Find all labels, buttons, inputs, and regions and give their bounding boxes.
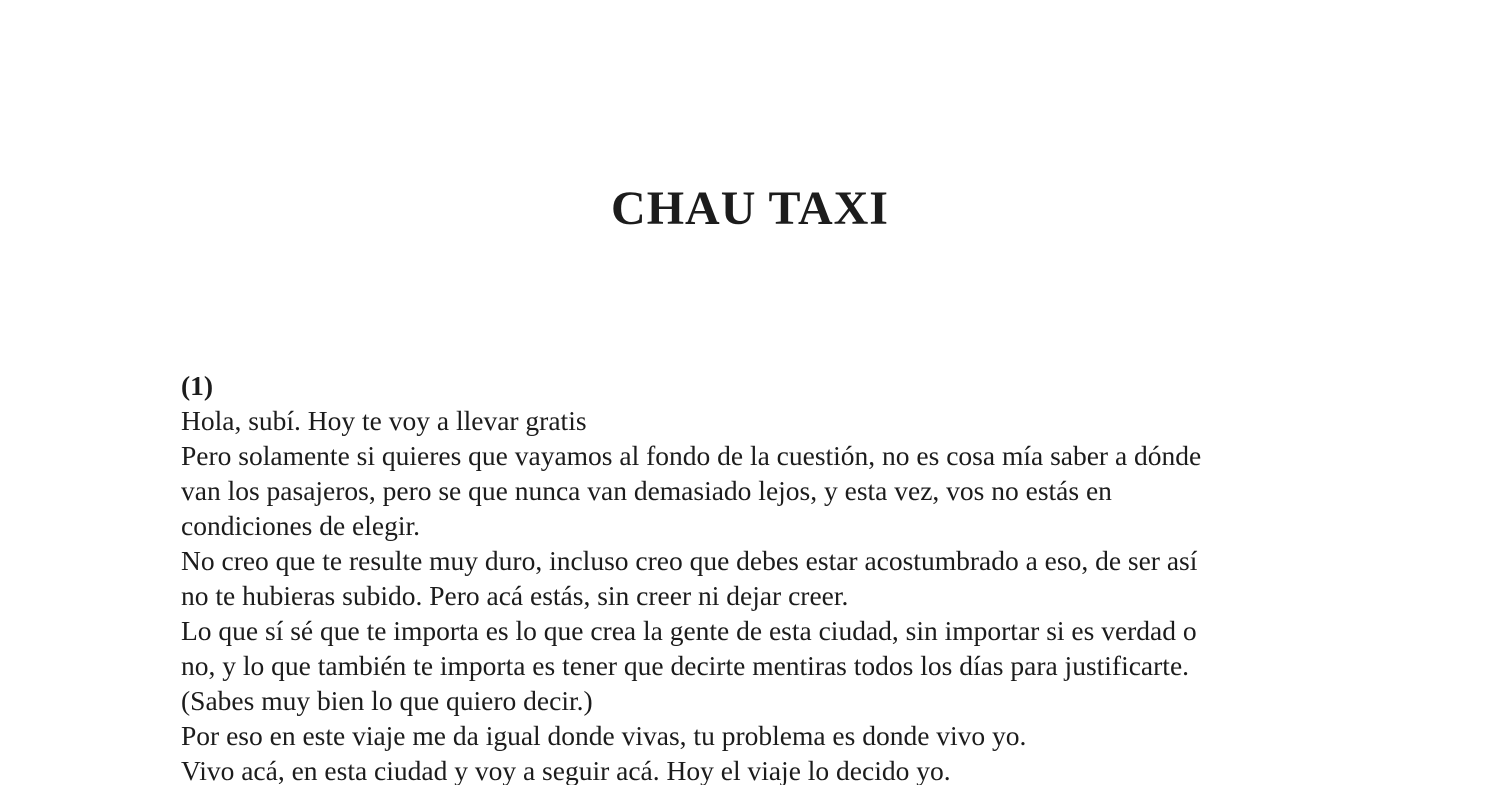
text-line: Por eso en este viaje me da igual donde vivas, tu problema es donde vivo yo.: [181, 720, 1027, 751]
section-number: (1): [181, 370, 214, 401]
text-line: Pero solamente si quieres que vayamos al fondo de la cuestión, no es cosa mía saber a dónde: [181, 440, 1202, 471]
text-line: Lo que sí sé que te importa es lo que crea la gente de esta ciudad, sin importar si es verdad o: [181, 615, 1197, 646]
text-line: Hola, subí. Hoy te voy a llevar gratis: [181, 405, 587, 436]
text-line: van los pasajeros, pero se que nunca van demasiado lejos, y esta vez, vos no estás en: [181, 475, 1112, 506]
text-line: no, y lo que también te importa es tener que decirte mentiras todos los días para justificarte.: [181, 650, 1190, 681]
text-line: (Sabes muy bien lo que quiero decir.): [181, 685, 593, 716]
text-line: No creo que te resulte muy duro, incluso creo que debes estar acostumbrado a eso, de ser así: [181, 545, 1198, 576]
document-body: [181, 368, 1500, 785]
text-line: Vivo acá, en esta ciudad y voy a seguir acá. Hoy el viaje lo decido yo.: [181, 755, 951, 785]
text-line: condiciones de elegir.: [181, 510, 421, 541]
text-line: no te hubieras subido. Pero acá estás, sin creer ni dejar creer.: [181, 580, 849, 611]
document-title: CHAU TAXI: [611, 182, 889, 235]
